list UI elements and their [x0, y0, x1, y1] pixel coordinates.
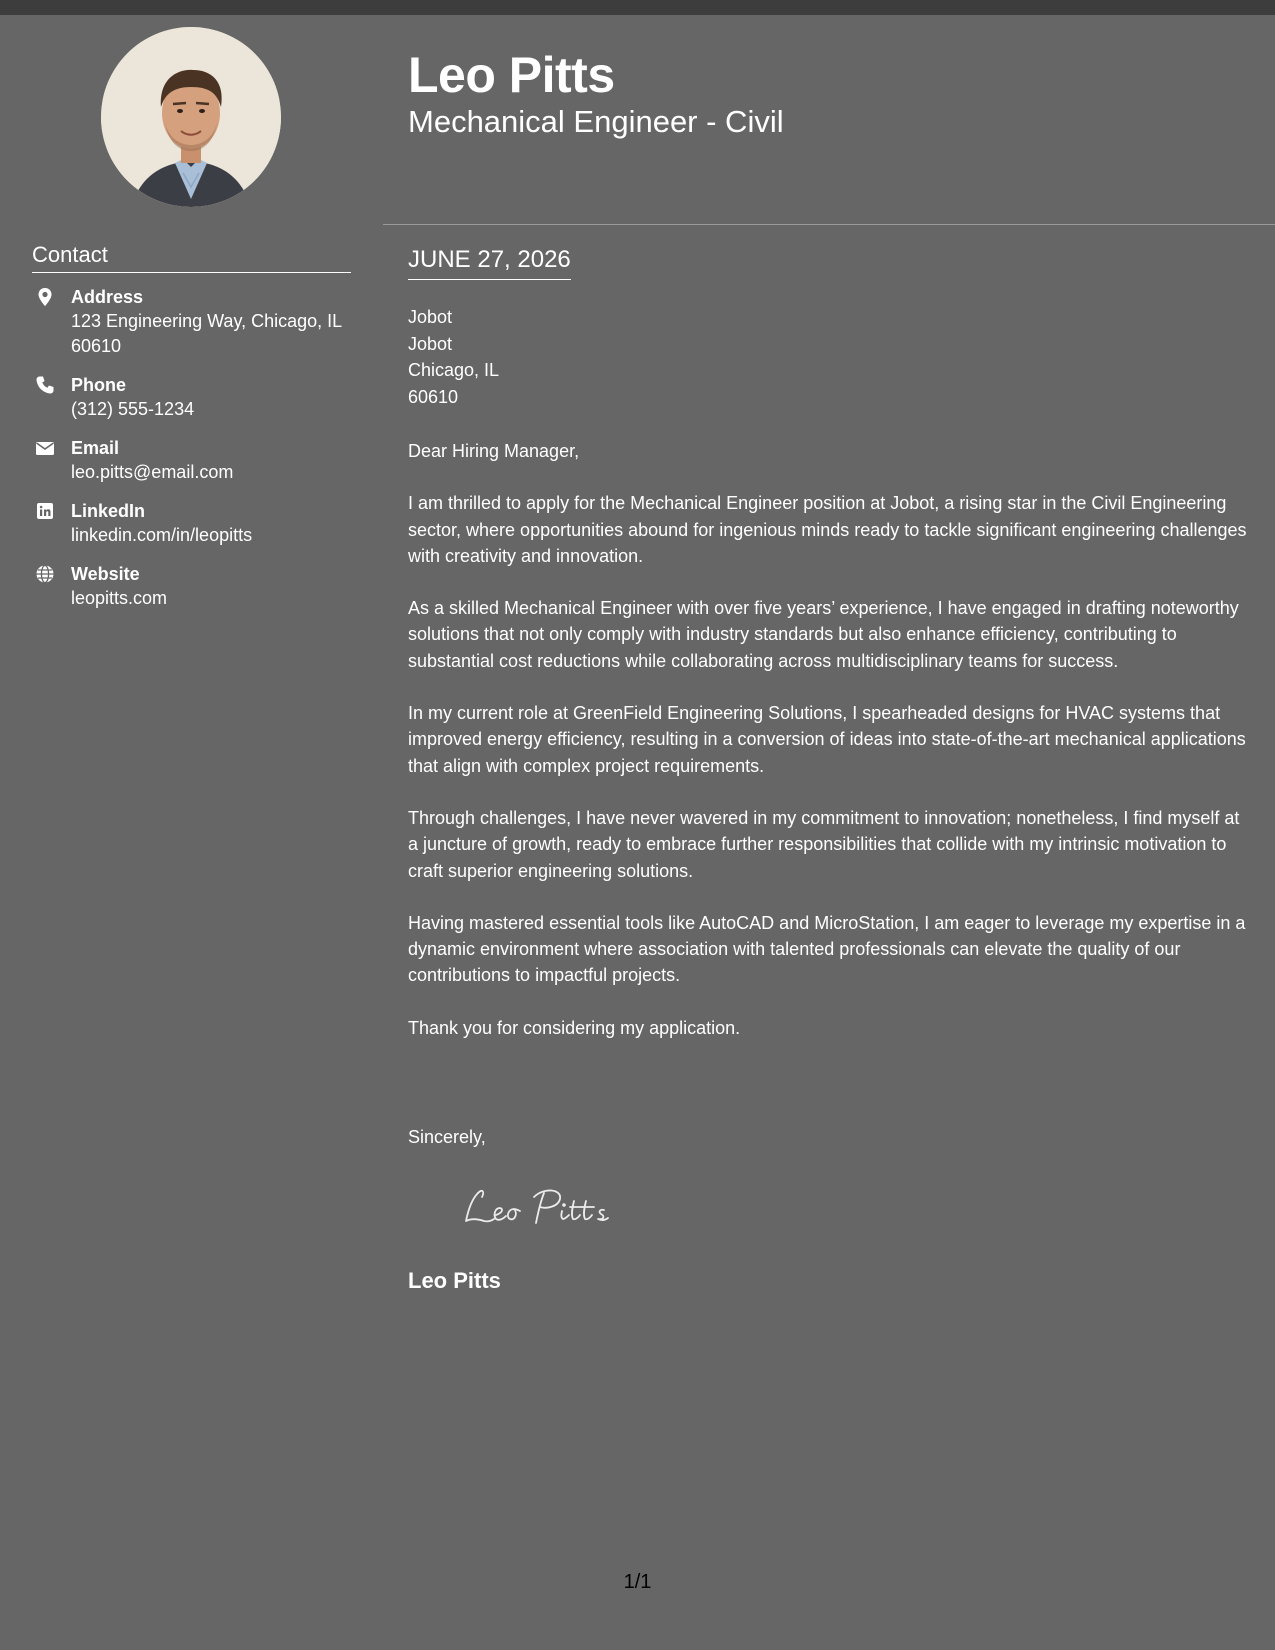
phone-label: Phone: [71, 375, 127, 395]
cover-letter-page: [0, 15, 1275, 1650]
job-title: Mechanical Engineer - Civil: [408, 104, 784, 139]
sidebar: [0, 15, 383, 1650]
email-value: leo.pitts@email.com: [71, 462, 234, 482]
linkedin-label: LinkedIn: [71, 501, 146, 521]
applicant-name: Leo Pitts: [408, 47, 615, 103]
contact-address: [32, 285, 362, 359]
top-bar: [0, 0, 1275, 15]
phone-value: (312) 555-1234: [71, 399, 195, 419]
contact-phone: [32, 373, 362, 422]
recipient-line: Jobot: [408, 307, 453, 327]
greeting: Dear Hiring Manager,: [408, 441, 580, 461]
recipient-block: [408, 304, 499, 410]
linkedin-icon: [35, 501, 55, 521]
envelope-icon: [35, 438, 55, 458]
letter-body: [408, 438, 1253, 1067]
contact-website: [32, 562, 362, 611]
signer-name: Leo Pitts: [408, 1268, 501, 1293]
contact-heading: Contact: [32, 241, 351, 273]
body-paragraph: As a skilled Mechanical Engineer with over five years’ experience, I have engaged in drafting noteworthy solutions that not only comply with industry standards but also enhance efficiency, contributing to substantial cost reductions while collaborating across multidisciplinary teams for success.: [408, 598, 1239, 671]
contact-linkedin: [32, 499, 362, 548]
linkedin-value: linkedin.com/in/leopitts: [71, 525, 253, 545]
body-paragraph: Having mastered essential tools like AutoCAD and MicroStation, I am eager to leverage my expertise in a dynamic environment where association with talented professionals can elevate the quality of our contributions to impactful projects.: [408, 912, 1246, 986]
address-value: 123 Engineering Way, Chicago, IL 60610: [71, 311, 342, 356]
body-paragraph: Thank you for considering my application.: [408, 1017, 741, 1038]
body-paragraph: Through challenges, I have never wavered in my commitment to innovation; nonetheless, I find myself at a juncture of growth, ready to embrace further responsibilities that collide with my intrinsic motivation to craft superior engineering solutions.: [408, 807, 1240, 881]
profile-photo: [101, 27, 281, 207]
contact-email: [32, 436, 362, 485]
recipient-line: Chicago, IL: [408, 360, 500, 380]
header-divider: [383, 224, 1275, 225]
globe-icon: [35, 564, 55, 584]
handwritten-signature: [458, 1175, 638, 1235]
recipient-line: Jobot: [408, 333, 453, 354]
page-number: 1/1: [623, 1571, 652, 1593]
email-label: Email: [71, 438, 120, 458]
recipient-line: 60610: [408, 386, 459, 407]
website-label: Website: [71, 564, 140, 584]
address-label: Address: [71, 287, 144, 307]
contact-list: [32, 285, 362, 625]
body-paragraph: In my current role at GreenField Engineering Solutions, I spearheaded designs for HVAC systems that improved energy efficiency, resulting in a conversion of ideas into state-of-the-art mechanical applications that align with complex project requirements.: [408, 703, 1246, 776]
website-value: leopitts.com: [71, 588, 168, 608]
phone-icon: [35, 375, 55, 395]
location-pin-icon: [35, 287, 55, 307]
closing: Sincerely,: [408, 1127, 486, 1147]
letter-date: JUNE 27, 2026: [408, 245, 571, 280]
body-paragraph: I am thrilled to apply for the Mechanical Engineer position at Jobot, a rising star in the Civil Engineering sector, where opportunities abound for ingenious minds ready to tackle significant engineering challenges with creativity and innovation.: [408, 493, 1247, 566]
